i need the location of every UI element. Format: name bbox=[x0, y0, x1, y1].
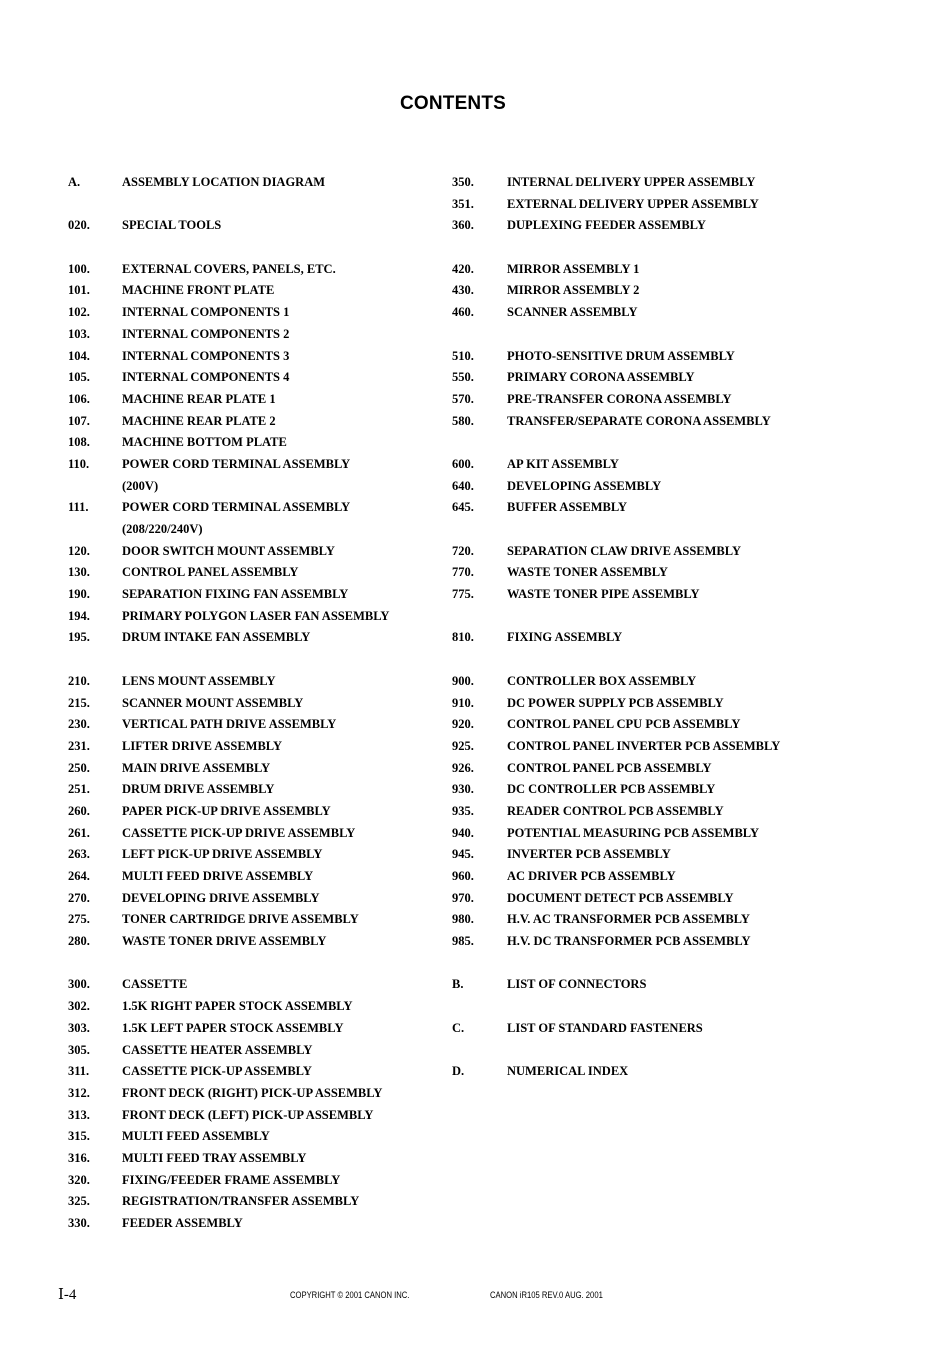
toc-entry-label: DUPLEXING FEEDER ASSEMBLY bbox=[507, 218, 706, 233]
toc-entry bbox=[452, 519, 842, 541]
toc-entry-label: POWER CORD TERMINAL ASSEMBLY bbox=[122, 456, 351, 471]
toc-entry-label: PAPER PICK-UP DRIVE ASSEMBLY bbox=[122, 803, 331, 818]
toc-entry-number: 107. bbox=[68, 413, 90, 428]
toc-entry-label: INTERNAL COMPONENTS 2 bbox=[122, 326, 290, 341]
toc-entry bbox=[68, 172, 448, 194]
toc-entry-number: 280. bbox=[68, 934, 90, 949]
toc-entry bbox=[452, 758, 842, 780]
toc-entry-number: A. bbox=[68, 175, 81, 189]
toc-entry-label: PRE-TRANSFER CORONA ASSEMBLY bbox=[507, 391, 732, 406]
toc-entry bbox=[452, 1018, 842, 1040]
toc-entry-label: DRUM DRIVE ASSEMBLY bbox=[122, 782, 275, 797]
toc-entry-label: VERTICAL PATH DRIVE ASSEMBLY bbox=[122, 717, 337, 732]
toc-entry bbox=[68, 432, 448, 454]
toc-entry-number: 264. bbox=[68, 869, 90, 883]
toc-entry bbox=[452, 259, 842, 281]
toc-entry bbox=[452, 215, 842, 237]
toc-entry-number: 960. bbox=[452, 869, 474, 883]
toc-entry bbox=[452, 367, 842, 389]
toc-entry-label: MIRROR ASSEMBLY 2 bbox=[507, 283, 640, 298]
toc-entry-number: 210. bbox=[68, 673, 90, 688]
toc-entry bbox=[452, 562, 842, 584]
toc-entry-label: H.V. AC TRANSFORMER PCB ASSEMBLY bbox=[507, 912, 750, 927]
toc-entry-number: 313. bbox=[68, 1107, 90, 1122]
toc-entry-number: 720. bbox=[452, 543, 474, 558]
toc-entry-number: 230. bbox=[68, 717, 90, 732]
toc-entry-number: 302. bbox=[68, 999, 90, 1014]
toc-entry bbox=[68, 324, 448, 346]
toc-entry bbox=[452, 866, 842, 888]
toc-entry-number: 570. bbox=[452, 391, 474, 406]
toc-entry-label: LIFTER DRIVE ASSEMBLY bbox=[122, 738, 283, 753]
toc-entry-number: 645. bbox=[452, 500, 474, 515]
toc-entry-number: 100. bbox=[68, 261, 90, 276]
copyright-notice: COPYRIGHT © 2001 CANON INC. bbox=[290, 1290, 410, 1300]
toc-entry-label: REGISTRATION/TRANSFER ASSEMBLY bbox=[122, 1194, 360, 1209]
toc-entry-label: POTENTIAL MEASURING PCB ASSEMBLY bbox=[507, 825, 760, 840]
toc-entry-label: MACHINE REAR PLATE 1 bbox=[122, 391, 276, 406]
toc-entry-number: 945. bbox=[452, 847, 474, 862]
toc-entry-label: CONTROL PANEL PCB ASSEMBLY bbox=[507, 760, 712, 775]
page-title: CONTENTS bbox=[399, 93, 507, 114]
toc-entry-number: 910. bbox=[452, 695, 474, 710]
toc-entry-number: 580. bbox=[452, 413, 474, 428]
toc-entry-label: CASSETTE bbox=[122, 977, 188, 992]
toc-entry bbox=[68, 693, 448, 715]
toc-entry bbox=[452, 909, 842, 931]
toc-entry bbox=[452, 280, 842, 302]
toc-entry bbox=[452, 888, 842, 910]
toc-entry-label: CONTROLLER BOX ASSEMBLY bbox=[507, 673, 697, 688]
toc-entry-label: TRANSFER/SEPARATE CORONA ASSEMBLY bbox=[507, 413, 771, 428]
toc-entry-number: 120. bbox=[68, 543, 90, 558]
toc-entry-number: 935. bbox=[452, 803, 474, 818]
toc-entry bbox=[452, 541, 842, 563]
toc-entry bbox=[452, 606, 842, 628]
toc-entry bbox=[68, 649, 448, 671]
toc-entry-number: 312. bbox=[68, 1085, 90, 1100]
toc-entry bbox=[68, 1126, 448, 1148]
toc-right-column bbox=[452, 172, 842, 1083]
toc-entry-label: MULTI FEED ASSEMBLY bbox=[122, 1129, 270, 1144]
toc-entry-number: 105. bbox=[68, 370, 90, 385]
toc-entry-number: 020. bbox=[68, 218, 90, 233]
toc-entry-label: EXTERNAL DELIVERY UPPER ASSEMBLY bbox=[507, 196, 759, 211]
toc-entry-label: MULTI FEED DRIVE ASSEMBLY bbox=[122, 869, 314, 883]
toc-entry-number: 770. bbox=[452, 565, 474, 580]
toc-entry-number: 305. bbox=[68, 1042, 90, 1057]
toc-entry-number: 315. bbox=[68, 1129, 90, 1144]
toc-entry-number: 985. bbox=[452, 934, 474, 949]
toc-entry-label: MAIN DRIVE ASSEMBLY bbox=[122, 760, 271, 775]
toc-entry-label: FIXING ASSEMBLY bbox=[507, 630, 623, 645]
toc-entry-label: TONER CARTRIDGE DRIVE ASSEMBLY bbox=[122, 912, 359, 927]
toc-entry bbox=[452, 389, 842, 411]
toc-entry bbox=[452, 974, 842, 996]
toc-entry bbox=[68, 1083, 448, 1105]
toc-entry-number: D. bbox=[452, 1064, 465, 1079]
toc-entry bbox=[68, 606, 448, 628]
toc-entry-label: PRIMARY CORONA ASSEMBLY bbox=[507, 370, 695, 385]
toc-entry-label: WASTE TONER PIPE ASSEMBLY bbox=[507, 587, 700, 602]
toc-entry-label: LENS MOUNT ASSEMBLY bbox=[122, 673, 276, 688]
toc-entry bbox=[452, 194, 842, 216]
toc-entry bbox=[452, 714, 842, 736]
toc-entry bbox=[68, 909, 448, 931]
toc-entry-number: 251. bbox=[68, 782, 90, 797]
toc-entry-number: C. bbox=[452, 1020, 465, 1035]
toc-entry bbox=[68, 844, 448, 866]
toc-entry-label: LIST OF CONNECTORS bbox=[507, 977, 647, 992]
toc-entry bbox=[68, 584, 448, 606]
toc-entry bbox=[68, 888, 448, 910]
toc-entry-number: 970. bbox=[452, 890, 474, 905]
toc-entry-label: SEPARATION FIXING FAN ASSEMBLY bbox=[122, 587, 349, 602]
toc-entry bbox=[68, 280, 448, 302]
toc-entry bbox=[68, 953, 448, 975]
toc-entry-number: 900. bbox=[452, 673, 474, 688]
toc-entry bbox=[452, 996, 842, 1018]
toc-entry bbox=[452, 627, 842, 649]
toc-entry-number: 920. bbox=[452, 717, 474, 732]
toc-entry-number: 460. bbox=[452, 305, 474, 320]
toc-entry-label: SCANNER MOUNT ASSEMBLY bbox=[122, 695, 304, 710]
toc-entry bbox=[68, 801, 448, 823]
toc-entry bbox=[452, 844, 842, 866]
toc-entry-label: LEFT PICK-UP DRIVE ASSEMBLY bbox=[122, 847, 323, 862]
toc-entry-label: CONTROL PANEL INVERTER PCB ASSEMBLY bbox=[507, 738, 781, 753]
toc-entry-label: MACHINE FRONT PLATE bbox=[122, 283, 275, 298]
toc-entry-number: 303. bbox=[68, 1020, 90, 1035]
toc-entry bbox=[68, 736, 448, 758]
toc-entry bbox=[452, 953, 842, 975]
toc-entry bbox=[68, 1191, 448, 1213]
toc-entry-number: 275. bbox=[68, 912, 90, 927]
toc-entry bbox=[68, 1213, 448, 1235]
toc-entry-label: SEPARATION CLAW DRIVE ASSEMBLY bbox=[507, 543, 741, 558]
toc-entry-number: 108. bbox=[68, 435, 90, 450]
toc-entry-label: DOCUMENT DETECT PCB ASSEMBLY bbox=[507, 890, 734, 905]
toc-entry-number: 261. bbox=[68, 825, 90, 840]
toc-entry-label: FRONT DECK (LEFT) PICK-UP ASSEMBLY bbox=[122, 1107, 374, 1122]
toc-entry-label: AP KIT ASSEMBLY bbox=[507, 456, 619, 471]
toc-entry bbox=[68, 541, 448, 563]
toc-entry-number: 103. bbox=[68, 326, 90, 341]
toc-entry bbox=[452, 454, 842, 476]
toc-left-column bbox=[68, 172, 448, 1235]
toc-entry-number: 330. bbox=[68, 1216, 90, 1230]
toc-entry-label: 1.5K LEFT PAPER STOCK ASSEMBLY bbox=[122, 1020, 344, 1035]
toc-entry-label: DC POWER SUPPLY PCB ASSEMBLY bbox=[507, 695, 724, 710]
toc-entry-label: BUFFER ASSEMBLY bbox=[507, 500, 628, 515]
toc-entry-number: 195. bbox=[68, 630, 90, 645]
toc-entry-number: 925. bbox=[452, 738, 474, 753]
toc-entry-label: DEVELOPING DRIVE ASSEMBLY bbox=[122, 890, 320, 905]
toc-entry bbox=[452, 411, 842, 433]
toc-entry-number: 930. bbox=[452, 782, 474, 797]
toc-entry-label: MACHINE REAR PLATE 2 bbox=[122, 413, 276, 428]
toc-entry-number: 270. bbox=[68, 890, 90, 905]
toc-entry-number: 640. bbox=[452, 478, 474, 493]
toc-entry-label: POWER CORD TERMINAL ASSEMBLY bbox=[122, 500, 351, 515]
toc-entry bbox=[452, 237, 842, 259]
toc-entry bbox=[68, 346, 448, 368]
toc-entry-label: CONTROL PANEL CPU PCB ASSEMBLY bbox=[507, 717, 741, 732]
toc-entry bbox=[68, 215, 448, 237]
toc-entry-number: 102. bbox=[68, 305, 90, 320]
toc-entry bbox=[452, 432, 842, 454]
toc-entry-number: 360. bbox=[452, 218, 474, 233]
toc-entry-label: WASTE TONER DRIVE ASSEMBLY bbox=[122, 934, 327, 949]
toc-entry-label: DEVELOPING ASSEMBLY bbox=[507, 478, 662, 493]
toc-entry bbox=[68, 714, 448, 736]
toc-entry-number: 190. bbox=[68, 587, 90, 602]
toc-entry-label: (208/220/240V) bbox=[122, 522, 203, 536]
toc-entry-label: INTERNAL COMPONENTS 4 bbox=[122, 370, 290, 385]
toc-entry-label: FIXING/FEEDER FRAME ASSEMBLY bbox=[122, 1172, 341, 1187]
toc-entry bbox=[452, 497, 842, 519]
toc-entry-label: PHOTO-SENSITIVE DRUM ASSEMBLY bbox=[507, 348, 735, 363]
toc-entry-label: CASSETTE HEATER ASSEMBLY bbox=[122, 1042, 313, 1057]
toc-entry-number: 111. bbox=[68, 500, 89, 515]
toc-entry-label: MIRROR ASSEMBLY 1 bbox=[507, 261, 640, 276]
toc-entry bbox=[68, 996, 448, 1018]
toc-entry bbox=[452, 172, 842, 194]
toc-entry-label: INTERNAL COMPONENTS 1 bbox=[122, 305, 290, 320]
toc-entry-label: H.V. DC TRANSFORMER PCB ASSEMBLY bbox=[507, 934, 751, 949]
toc-entry-label: WASTE TONER ASSEMBLY bbox=[507, 565, 668, 580]
toc-entry-label: MACHINE BOTTOM PLATE bbox=[122, 435, 287, 450]
toc-entry-number: 101. bbox=[68, 283, 90, 298]
toc-entry bbox=[452, 1061, 842, 1083]
toc-entry-label: CASSETTE PICK-UP ASSEMBLY bbox=[122, 1064, 312, 1079]
toc-entry-label: EXTERNAL COVERS, PANELS, ETC. bbox=[122, 261, 336, 276]
toc-entry-label: PRIMARY POLYGON LASER FAN ASSEMBLY bbox=[122, 608, 390, 623]
toc-entry-label: NUMERICAL INDEX bbox=[507, 1064, 629, 1079]
toc-entry-number: 550. bbox=[452, 370, 474, 385]
toc-entry-number: 106. bbox=[68, 391, 90, 406]
toc-entry-number: 250. bbox=[68, 760, 90, 775]
toc-entry-label: SPECIAL TOOLS bbox=[122, 218, 222, 233]
toc-entry-number: 104. bbox=[68, 348, 90, 363]
toc-entry bbox=[452, 801, 842, 823]
toc-entry-number: 325. bbox=[68, 1194, 90, 1209]
toc-entry bbox=[68, 779, 448, 801]
toc-entry-number: 110. bbox=[68, 456, 90, 471]
toc-entry-number: 430. bbox=[452, 283, 474, 298]
toc-entry-number: 420. bbox=[452, 261, 474, 276]
toc-entry-number: 351. bbox=[452, 196, 474, 211]
toc-entry-label: INVERTER PCB ASSEMBLY bbox=[507, 847, 671, 862]
toc-entry-label: AC DRIVER PCB ASSEMBLY bbox=[507, 869, 676, 883]
toc-entry bbox=[452, 302, 842, 324]
toc-entry bbox=[452, 823, 842, 845]
toc-entry bbox=[452, 693, 842, 715]
toc-entry-number: 231. bbox=[68, 738, 90, 753]
toc-entry bbox=[68, 1040, 448, 1062]
toc-entry-number: 320. bbox=[68, 1172, 90, 1187]
toc-entry-label: MULTI FEED TRAY ASSEMBLY bbox=[122, 1150, 307, 1165]
toc-entry-number: 130. bbox=[68, 565, 90, 580]
toc-entry bbox=[68, 454, 448, 476]
toc-entry-label: (200V) bbox=[122, 478, 159, 493]
toc-entry-number: 316. bbox=[68, 1150, 90, 1165]
toc-entry bbox=[68, 931, 448, 953]
toc-entry-label: READER CONTROL PCB ASSEMBLY bbox=[507, 803, 724, 818]
toc-entry-label: ASSEMBLY LOCATION DIAGRAM bbox=[122, 175, 326, 189]
toc-entry bbox=[452, 736, 842, 758]
toc-entry-number: 810. bbox=[452, 630, 474, 645]
toc-entry bbox=[68, 476, 448, 498]
toc-entry bbox=[68, 1105, 448, 1127]
toc-entry-number: 300. bbox=[68, 977, 90, 992]
toc-entry bbox=[68, 866, 448, 888]
toc-entry bbox=[452, 649, 842, 671]
toc-entry bbox=[68, 237, 448, 259]
toc-entry bbox=[452, 671, 842, 693]
toc-entry-number: 510. bbox=[452, 348, 474, 363]
toc-entry bbox=[68, 411, 448, 433]
toc-entry-label: INTERNAL DELIVERY UPPER ASSEMBLY bbox=[507, 175, 756, 189]
toc-entry bbox=[68, 1061, 448, 1083]
toc-entry bbox=[452, 324, 842, 346]
toc-entry bbox=[68, 194, 448, 216]
toc-entry bbox=[68, 1018, 448, 1040]
page-number: Ⅰ-4 bbox=[58, 1287, 77, 1303]
toc-entry-label: 1.5K RIGHT PAPER STOCK ASSEMBLY bbox=[122, 999, 353, 1014]
toc-entry bbox=[452, 779, 842, 801]
toc-entry-label: CONTROL PANEL ASSEMBLY bbox=[122, 565, 299, 580]
toc-entry bbox=[452, 476, 842, 498]
toc-entry-label: DC CONTROLLER PCB ASSEMBLY bbox=[507, 782, 716, 797]
toc-entry bbox=[68, 1148, 448, 1170]
toc-entry-number: 980. bbox=[452, 912, 474, 927]
toc-entry bbox=[68, 627, 448, 649]
toc-entry-number: B. bbox=[452, 977, 464, 992]
toc-entry bbox=[68, 367, 448, 389]
toc-entry-number: 940. bbox=[452, 825, 474, 840]
toc-entry bbox=[68, 302, 448, 324]
toc-entry bbox=[452, 931, 842, 953]
toc-entry-label: CASSETTE PICK-UP DRIVE ASSEMBLY bbox=[122, 825, 356, 840]
toc-entry-number: 775. bbox=[452, 587, 474, 602]
toc-entry-number: 263. bbox=[68, 847, 90, 862]
toc-entry bbox=[452, 346, 842, 368]
toc-entry-label: FEEDER ASSEMBLY bbox=[122, 1216, 243, 1230]
toc-entry bbox=[68, 671, 448, 693]
toc-entry bbox=[452, 584, 842, 606]
toc-entry-number: 311. bbox=[68, 1064, 90, 1079]
toc-entry-number: 926. bbox=[452, 760, 474, 775]
model-revision: CANON iR105 REV.0 AUG. 2001 bbox=[490, 1290, 603, 1300]
toc-entry bbox=[68, 389, 448, 411]
toc-entry-number: 215. bbox=[68, 695, 90, 710]
toc-entry-label: INTERNAL COMPONENTS 3 bbox=[122, 348, 290, 363]
toc-entry-number: 350. bbox=[452, 175, 474, 189]
toc-entry-number: 600. bbox=[452, 456, 474, 471]
toc-entry bbox=[68, 823, 448, 845]
toc-entry bbox=[68, 758, 448, 780]
toc-entry-label: LIST OF STANDARD FASTENERS bbox=[507, 1020, 703, 1035]
toc-entry bbox=[68, 562, 448, 584]
toc-entry bbox=[68, 974, 448, 996]
toc-entry bbox=[68, 519, 448, 541]
toc-entry-label: SCANNER ASSEMBLY bbox=[507, 305, 638, 320]
toc-entry-label: DRUM INTAKE FAN ASSEMBLY bbox=[122, 630, 311, 645]
toc-entry bbox=[68, 1170, 448, 1192]
toc-entry bbox=[68, 259, 448, 281]
toc-entry-label: DOOR SWITCH MOUNT ASSEMBLY bbox=[122, 543, 335, 558]
toc-entry bbox=[452, 1040, 842, 1062]
toc-entry bbox=[68, 497, 448, 519]
toc-entry-number: 194. bbox=[68, 608, 90, 623]
toc-entry-label: FRONT DECK (RIGHT) PICK-UP ASSEMBLY bbox=[122, 1085, 383, 1100]
toc-entry-number: 260. bbox=[68, 803, 90, 818]
